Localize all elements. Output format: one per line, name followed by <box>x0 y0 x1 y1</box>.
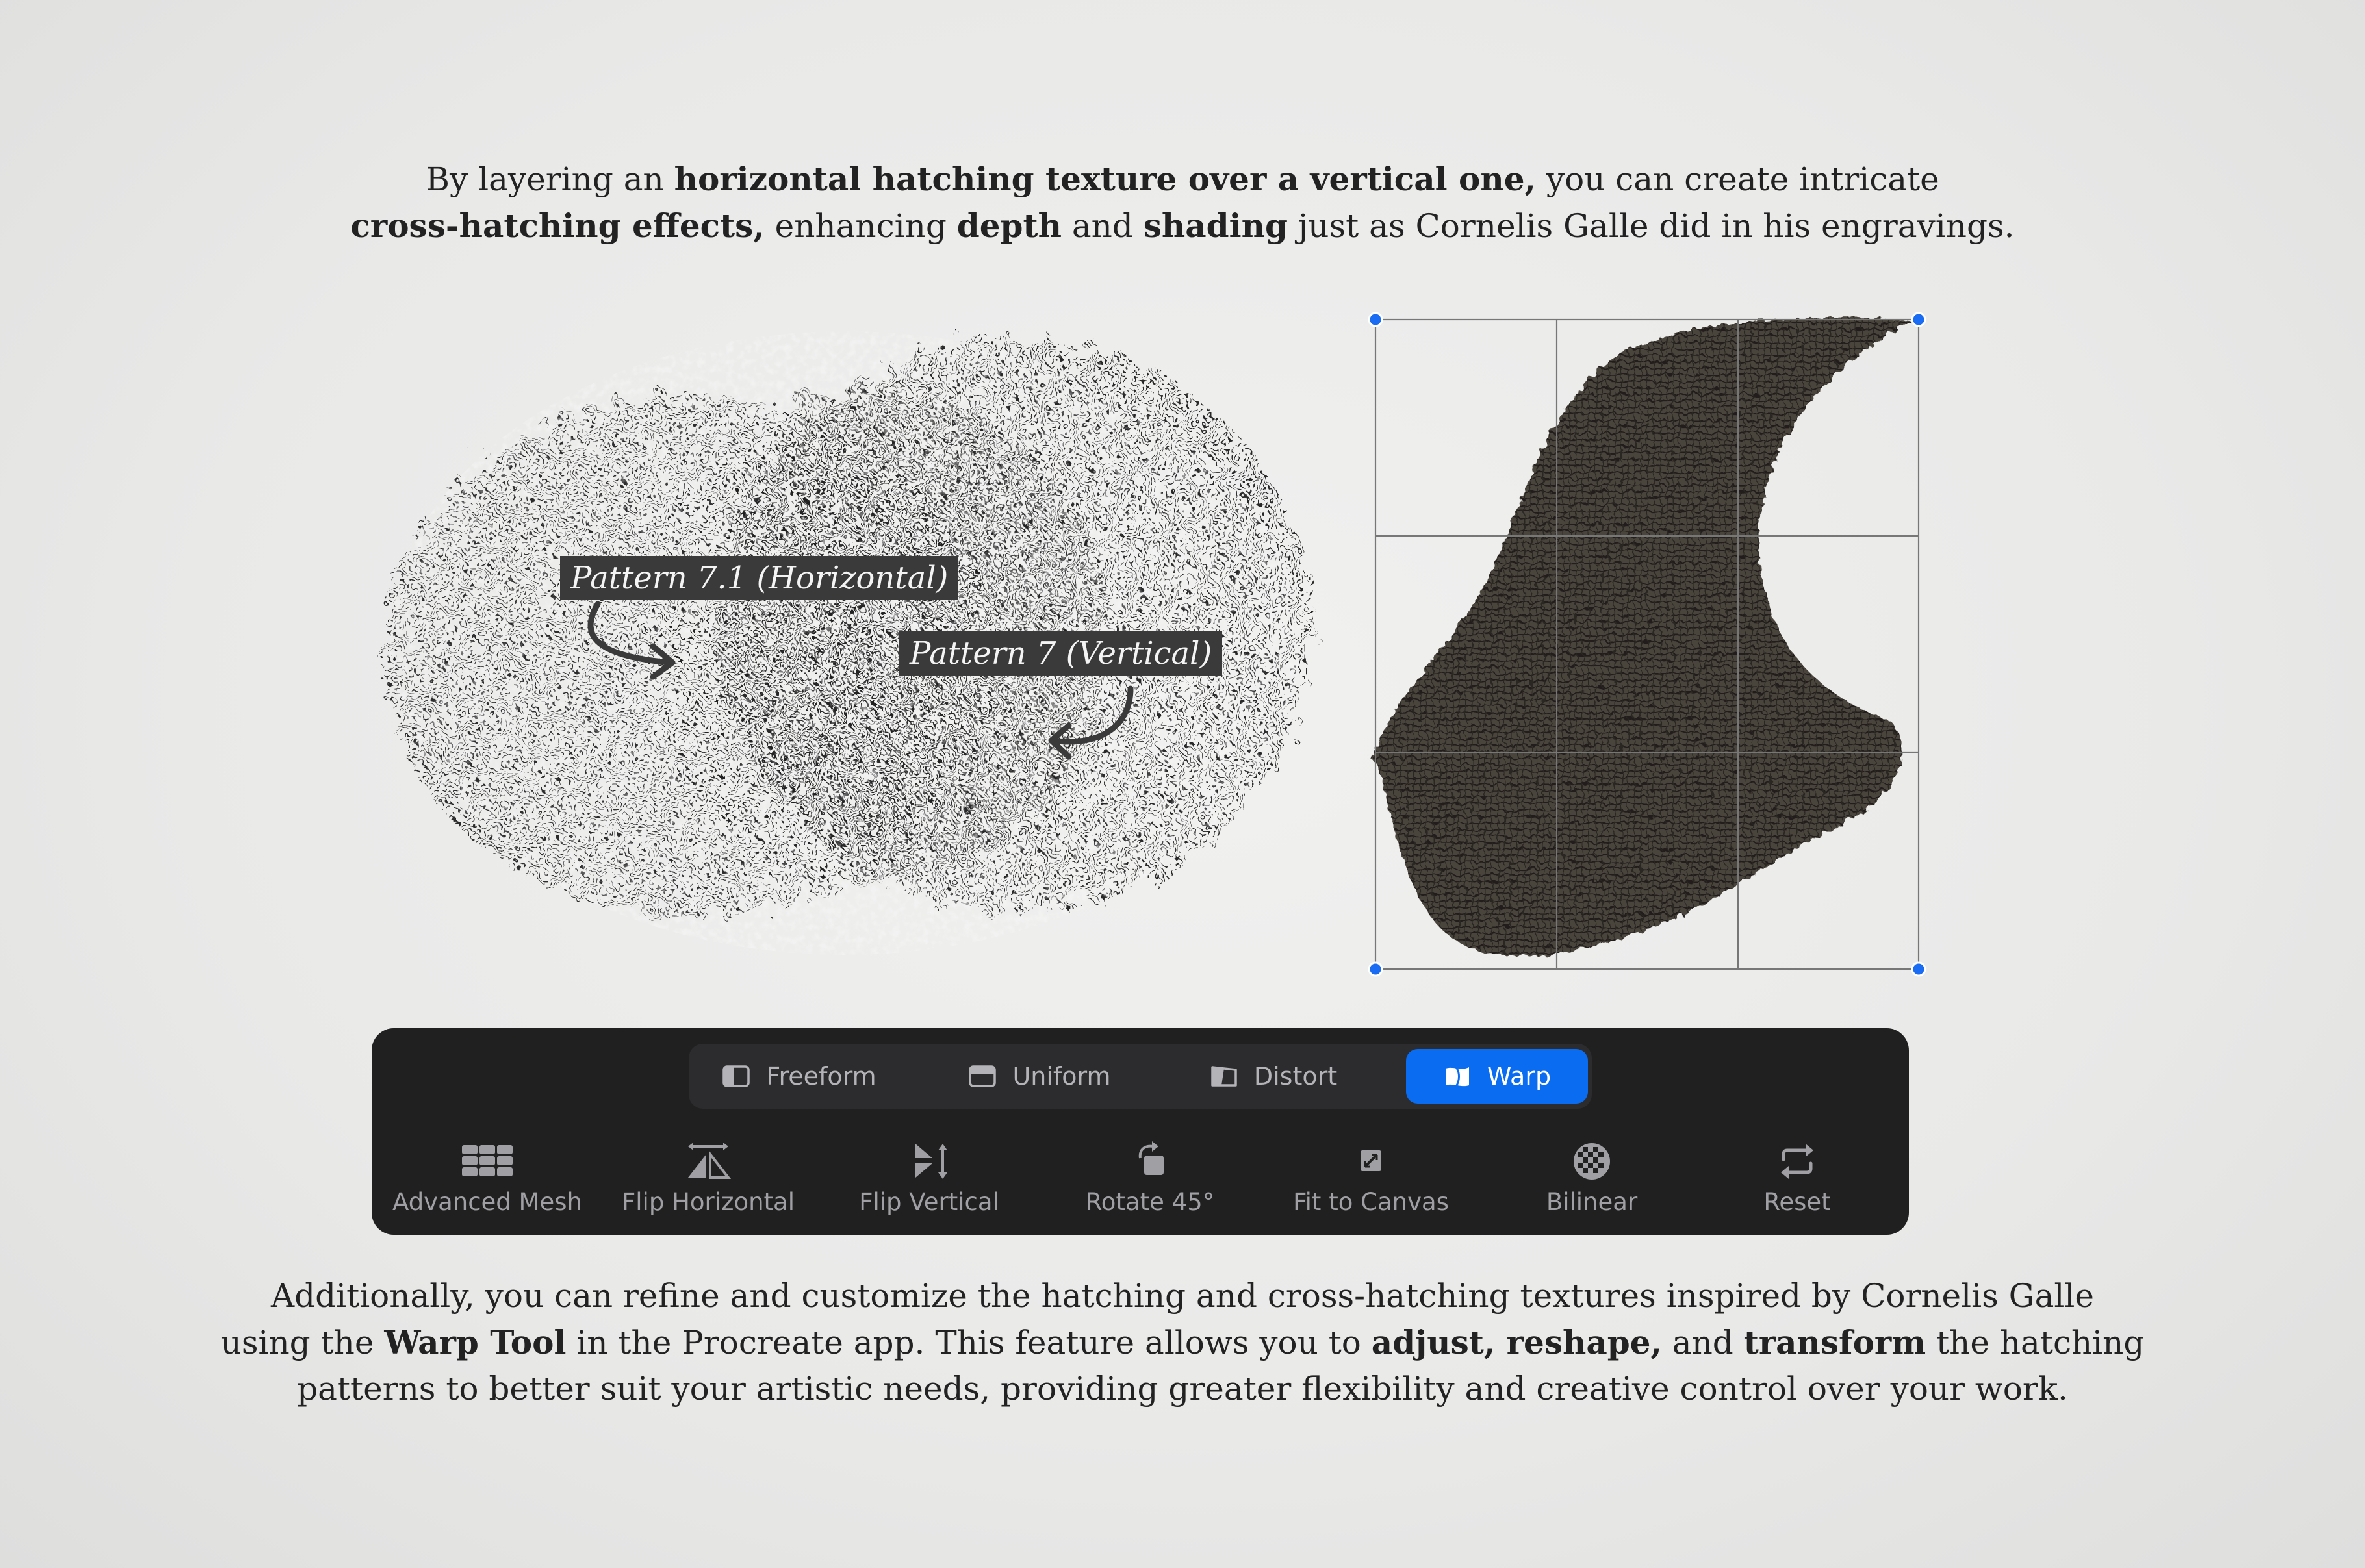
warp-handle[interactable] <box>1369 963 1382 976</box>
mode-label: Warp <box>1487 1062 1552 1091</box>
warp-handle[interactable] <box>1369 313 1382 326</box>
pattern-horizontal-label: Pattern 7.1 (Horizontal) <box>560 556 958 600</box>
outro-bold-text: transform <box>1743 1323 1926 1361</box>
warped-texture-image <box>1358 305 1943 994</box>
intro-text: By layering an <box>426 160 674 198</box>
outro-bold-text: adjust, reshape, <box>1371 1323 1662 1361</box>
warp-handle[interactable] <box>1912 963 1925 976</box>
outro-line-2 <box>0 1319 2365 1366</box>
freeform-icon <box>722 1065 750 1088</box>
uniform-icon <box>968 1065 997 1088</box>
outro-text: using the <box>220 1324 385 1361</box>
bilinear-button[interactable] <box>1481 1139 1702 1216</box>
reset-icon <box>1768 1139 1826 1184</box>
intro-bold-text: shading <box>1143 207 1288 245</box>
advanced-mesh-button[interactable] <box>377 1139 598 1216</box>
mode-label: Freeform <box>766 1062 876 1091</box>
outro-bold-text: Warp Tool <box>384 1323 567 1361</box>
mode-distort[interactable] <box>1176 1049 1371 1104</box>
outro-paragraph <box>0 1273 2365 1412</box>
tool-label: Rotate 45° <box>1085 1188 1215 1216</box>
transform-toolbar <box>372 1028 1909 1235</box>
intro-text: enhancing <box>764 207 957 245</box>
intro-text: and <box>1061 207 1144 245</box>
tool-label: Bilinear <box>1546 1188 1638 1216</box>
flip-horizontal-button[interactable] <box>598 1139 819 1216</box>
mesh-icon <box>458 1139 517 1184</box>
outro-line-3: patterns to better suit your artistic needs, providing greater flexibility and creative control over your work. <box>297 1370 2068 1408</box>
intro-bold-text: depth <box>956 207 1062 245</box>
intro-text: just as Cornelis Galle did in his engravings. <box>1287 207 2015 245</box>
outro-text: the hatching <box>1926 1324 2145 1361</box>
tool-label: Flip Vertical <box>859 1188 999 1216</box>
mode-uniform[interactable] <box>942 1049 1137 1104</box>
reset-button[interactable] <box>1687 1139 1908 1216</box>
warp-icon <box>1443 1065 1472 1088</box>
warp-handle[interactable] <box>1912 313 1925 326</box>
pattern-vertical-label: Pattern 7 (Vertical) <box>899 631 1222 676</box>
bilinear-icon <box>1563 1139 1621 1184</box>
outro-text: in the Procreate app. This feature allows you to <box>566 1324 1372 1361</box>
outro-line-1: Additionally, you can refine and customize the hatching and cross-hatching textures inspired by Cornelis Galle <box>270 1277 2094 1315</box>
tool-label: Advanced Mesh <box>392 1188 582 1216</box>
fit-canvas-icon <box>1342 1139 1400 1184</box>
transform-mode-selector <box>689 1044 1592 1109</box>
rotate-icon <box>1121 1139 1179 1184</box>
outro-text: and <box>1661 1324 1744 1361</box>
mode-label: Uniform <box>1012 1062 1111 1091</box>
tool-label: Fit to Canvas <box>1293 1188 1449 1216</box>
mode-warp[interactable] <box>1406 1049 1588 1104</box>
intro-paragraph <box>0 156 2365 249</box>
mode-label: Distort <box>1253 1062 1338 1091</box>
intro-bold-text: horizontal hatching texture over a vertical one, <box>674 160 1536 198</box>
mode-freeform[interactable] <box>702 1049 897 1104</box>
flip-vertical-button[interactable] <box>819 1139 1040 1216</box>
tool-label: Reset <box>1763 1188 1831 1216</box>
warped-hatch-shape <box>1371 318 1917 956</box>
rotate-45-button[interactable] <box>1040 1139 1260 1216</box>
intro-line-2 <box>0 203 2365 249</box>
intro-bold-text: cross-hatching effects, <box>350 207 765 245</box>
tool-label: Flip Horizontal <box>621 1188 795 1216</box>
intro-line-1 <box>0 156 2365 203</box>
distort-icon <box>1210 1065 1238 1088</box>
flip-vertical-icon <box>900 1139 958 1184</box>
flip-horizontal-icon <box>679 1139 737 1184</box>
fit-to-canvas-button[interactable] <box>1260 1139 1481 1216</box>
intro-text: you can create intricate <box>1535 160 1939 198</box>
